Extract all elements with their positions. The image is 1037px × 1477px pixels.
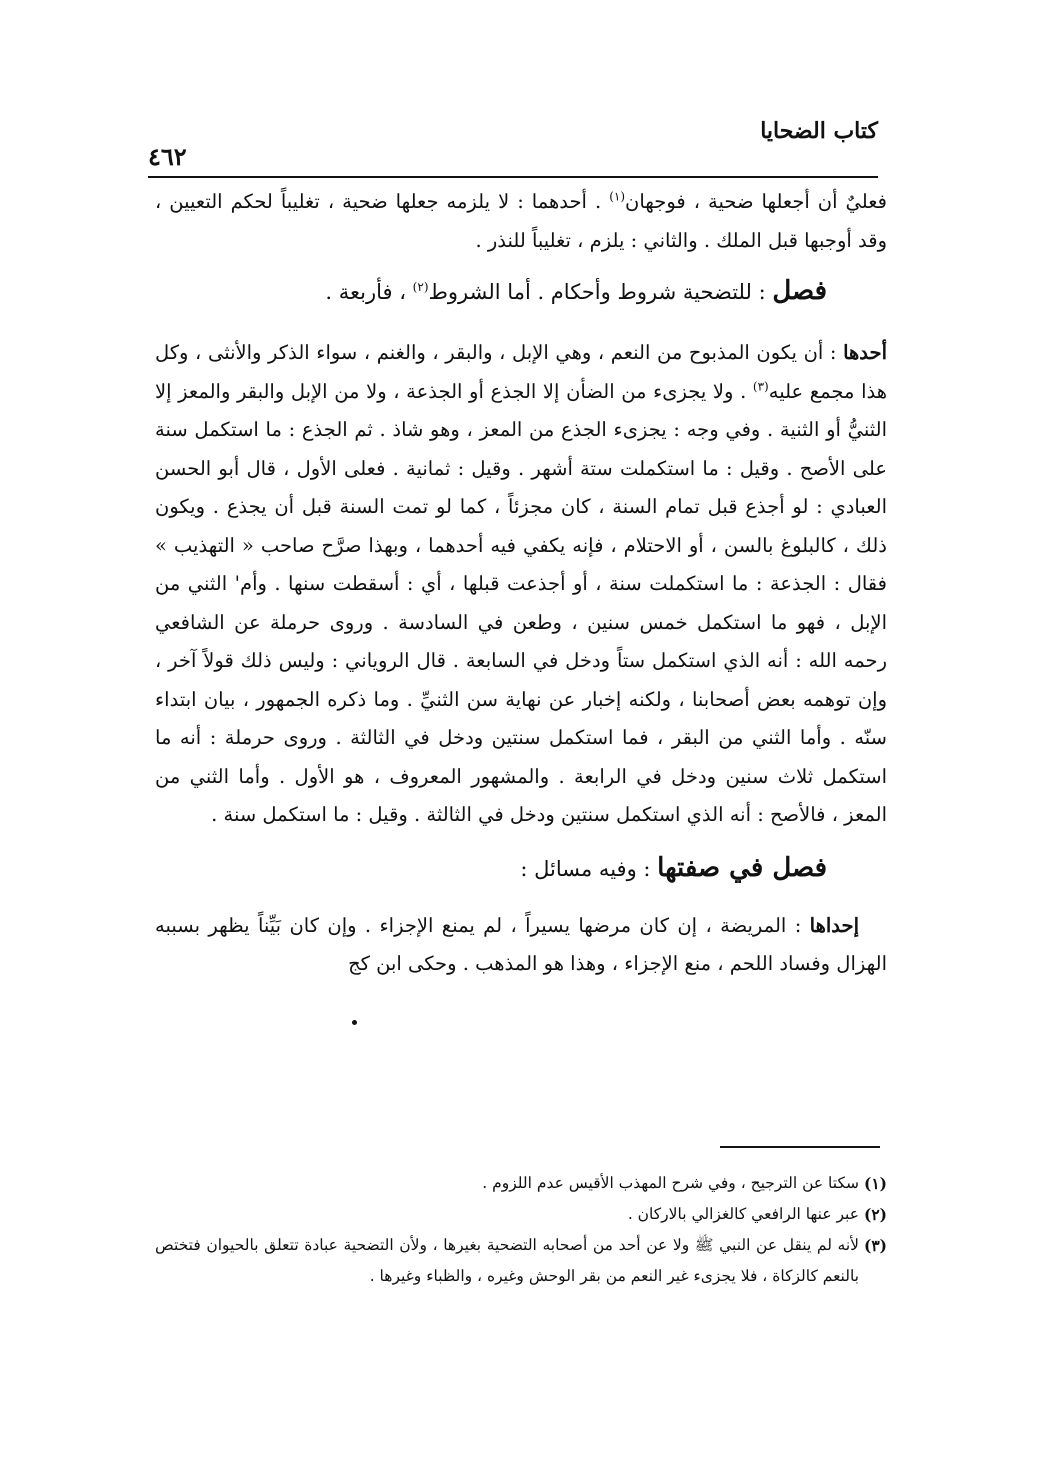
footnotes	[155, 1168, 887, 1292]
footnote	[155, 1168, 887, 1199]
footnote	[155, 1230, 887, 1292]
heading-lead: فصل في صفتها	[657, 852, 827, 883]
paragraph-text: : أن يكون المذبوح من النعم ، وهي الإبل ، والبقر ، والغنم ، سواء الذكر والأنثى ، وكل هذا مجمع عليه	[155, 341, 888, 403]
paragraph	[155, 334, 887, 835]
paragraph	[155, 183, 887, 260]
footnote-reference: (٢)	[412, 280, 429, 294]
heading-text: : للتضحية شروط وأحكام . أما الشروط	[428, 280, 773, 304]
footnote-number: (٢)	[863, 1205, 887, 1224]
footnote-number: (١)	[863, 1174, 887, 1193]
footnote	[155, 1199, 887, 1230]
section-heading	[520, 849, 827, 889]
paragraph-lead: إحداها	[809, 913, 859, 937]
heading-lead: فصل	[772, 276, 827, 306]
paragraph	[155, 907, 887, 984]
footnote-text: سكتا عن الترجيح ، وفي شرح المهذب الأقيس عدم اللزوم .	[482, 1174, 859, 1192]
section-heading-row	[155, 260, 887, 324]
footnote-text: لأنه لم ينقل عن النبي ﷺ ولا عن أحد من أصحابه التضحية بغيرها ، ولأن التضحية عبادة تتعلق بالحيوان فتختص بالنعم كالزكاة ، فلا يجزىء غير النعم من بقر الوحش وغيره ، والظباء وغيرها .	[155, 1236, 859, 1285]
footnote-reference: (٣)	[752, 379, 769, 393]
heading-text: ، فأربعة .	[325, 280, 413, 304]
footnote-divider	[720, 1146, 880, 1148]
section-heading	[325, 272, 827, 312]
main-text	[155, 183, 887, 984]
header-divider	[148, 176, 878, 178]
paragraph-text: . أحدهما : لا يلزمه جعلها ضحية ، تغليباً لحكم التعيين ، وقد أوجبها قبل الملك . والثاني : يلزم ، تغليباً للنذر .	[155, 190, 887, 252]
chapter-title: كتاب الضحايا	[760, 118, 878, 144]
section-heading-row	[155, 835, 887, 899]
footnote-reference: (١)	[609, 189, 626, 204]
page-header	[148, 118, 878, 180]
paragraph-text: : المريضة ، إن كان مرضها يسيراً ، لم يمنع الإجزاء . وإن كان بَيِّناً يظهر بسببه الهزال وفساد اللحم ، منع الإجزاء ، وهذا هو المذهب . وحكى ابن كج	[155, 913, 887, 975]
page-number: ٤٦٢	[148, 142, 187, 171]
paragraph-lead: أحدها	[843, 341, 887, 364]
paragraph-text: . ولا يجزىء من الضأن إلا الجذع أو الجذعة ، ولا من الإبل والبقر والمعز إلا الثنيُّ أو الثنية . وفي وجه : يجزىء الجذع من المعز ، وهو شاذ . ثم الجذع : ما استكمل سنة على الأصح . وقيل : ما استكملت ستة أشهر . وقيل : ثمانية . فعلى الأول ، قال أبو الحسن العبادي : لو أجذع قبل تمام السنة ، كان مجزئاً ، كما لو تمت السنة قبل أن يجذع . ويكون ذلك ، كالبلوغ بالسن ، أو الاحتلام ، فإنه يكفي فيه أحدهما ، وبهذا صرَّح صاحب « التهذيب » فقال : الجذعة : ما استكملت سنة ، أو أجذعت قبلها ، أي : أسقطت سنها . وأم' الثني من الإبل ، فهو ما استكمل خمس سنين ، وطعن في السادسة . وروى حرملة عن الشافعي رحمه الله : أنه الذي استكمل ستاً ودخل في السابعة . قال الروياني : وليس ذلك قولاً آخر ، وإن توهمه بعض أصحابنا ، ولكنه إخبار عن نهاية سن الثنيِّ . وما ذكره الجمهور ، بيان ابتداء سنّه . وأما الثني من البقر ، فما استكمل سنتين ودخل في الثالثة . وروى حرملة : أنه ما استكمل ثلاث سنين ودخل في الرابعة . والمشهور المعروف ، هو الأول . وأما الثني من المعز ، فالأصح : أنه الذي استكمل سنتين ودخل في الثالثة . وقيل : ما استكمل سنة .	[155, 379, 887, 826]
footnote-number: (٣)	[863, 1236, 887, 1255]
footnote-text: عبر عنها الرافعي كالغزالي بالاركان .	[627, 1205, 859, 1223]
paragraph-text: فعليٌ أن أجعلها ضحية ، فوجهان	[625, 190, 887, 213]
print-speck	[352, 1020, 357, 1025]
heading-text: : وفيه مسائل :	[520, 856, 658, 881]
